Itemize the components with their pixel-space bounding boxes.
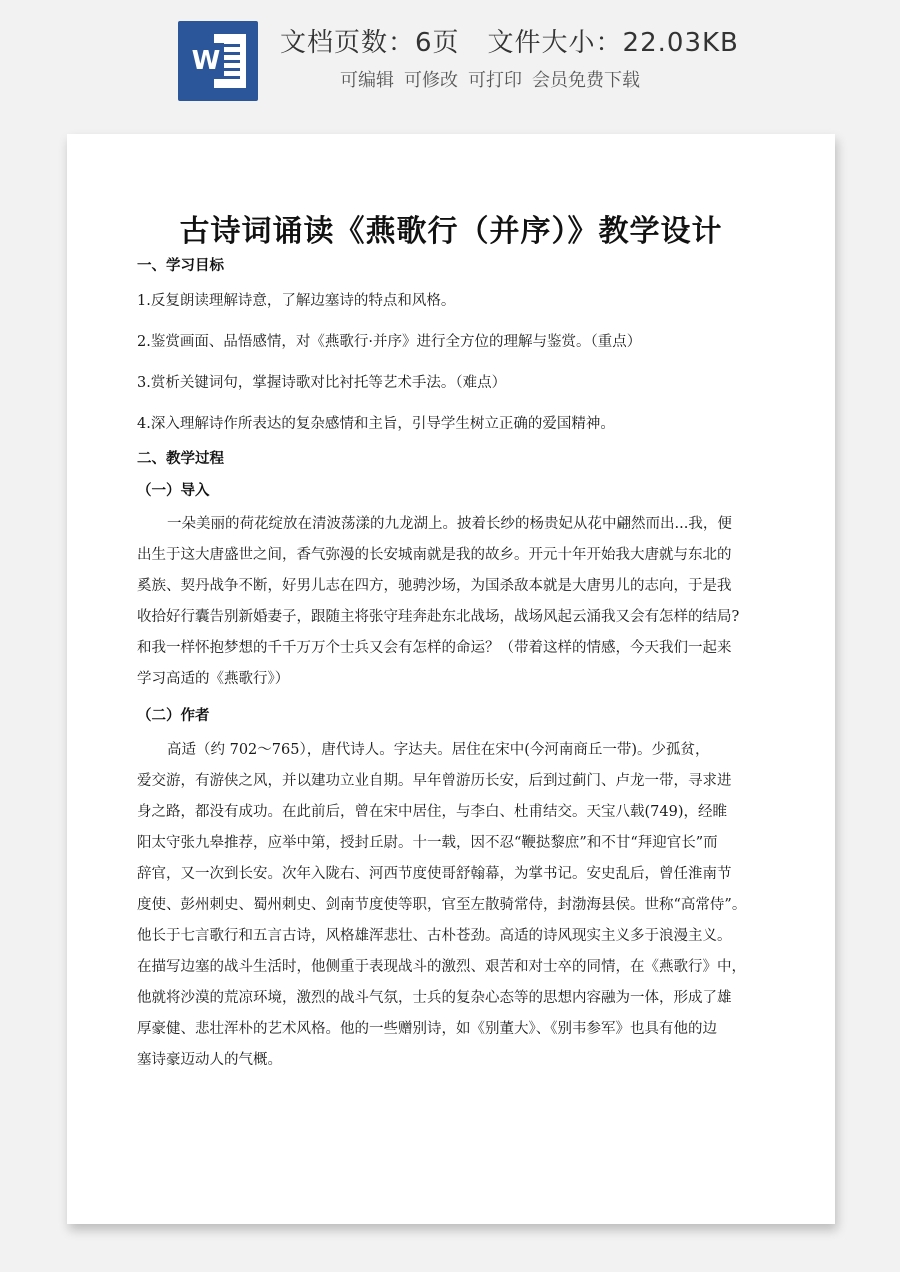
paragraph-line: 他长于七言歌行和五言古诗，风格雄浑悲壮、古朴苍劲。高适的诗风现实主义多于浪漫主义。 [137, 928, 732, 944]
word-icon-letter: W [188, 43, 224, 79]
page-count-label: 文档页数：6页 [280, 28, 460, 58]
download-info-header [0, 0, 900, 120]
feature-member-download: 会员免费下载 [532, 70, 640, 91]
paragraph-line: 阳太守张九皋推荐，应举中第，授封丘尉。十一载，因不忍“鞭挞黎庶”和不甘“拜迎官长”而 [137, 835, 718, 851]
paragraph-line: 一朵美丽的荷花绽放在清波荡漾的九龙湖上。披着长纱的杨贵妃从花中翩然而出...我，便 [167, 516, 732, 532]
paragraph-line: 辞官，又一次到长安。次年入陇右、河西节度使哥舒翰幕，为掌书记。安史乱后，曾任淮南节 [137, 866, 732, 882]
feature-modifiable: 可修改 [404, 70, 458, 91]
paragraph-line: 出生于这大唐盛世之间，香气弥漫的长安城南就是我的故乡。开元十年开始我大唐就与东北的 [137, 547, 732, 563]
word-document-icon [178, 21, 258, 101]
paragraph-line: 身之路，都没有成功。在此前后，曾在宋中居住，与李白、杜甫结交。天宝八载(749)，经睢 [137, 804, 727, 820]
paragraph-line: 度使、彭州刺史、蜀州刺史、剑南节度使等职，官至左散骑常侍，封渤海县侯。世称“高常侍”。 [137, 897, 747, 913]
document-title: 古诗词诵读《燕歌行（并序）》教学设计 [179, 214, 723, 249]
intro-paragraph [137, 512, 777, 698]
objective-item: 4.深入理解诗作所表达的复杂感情和主旨，引导学生树立正确的爱国精神。 [137, 416, 615, 432]
document-page [67, 134, 835, 1224]
objective-item: 3.赏析关键词句，掌握诗歌对比衬托等艺术手法。（难点） [137, 375, 507, 391]
feature-printable: 可打印 [468, 70, 522, 91]
subsection-heading-intro: （一）导入 [137, 483, 210, 499]
section-heading-objectives: 一、学习目标 [137, 258, 224, 274]
file-size-label: 文件大小：22.03KB [487, 28, 739, 58]
paragraph-line: 在描写边塞的战斗生活时，他侧重于表现战斗的激烈、艰苦和对士卒的同情，在《燕歌行》中， [137, 959, 746, 975]
paragraph-line: 和我一样怀抱梦想的千千万万个士兵又会有怎样的命运？（带着这样的情感，今天我们一起来 [137, 640, 732, 656]
section-heading-process: 二、教学过程 [137, 451, 224, 467]
feature-editable: 可编辑 [340, 70, 394, 91]
paragraph-line: 学习高适的《燕歌行》） [137, 671, 290, 687]
paragraph-line: 爱交游，有游侠之风，并以建功立业自期。早年曾游历长安，后到过蓟门、卢龙一带，寻求进 [137, 773, 732, 789]
objective-item: 1.反复朗读理解诗意，了解边塞诗的特点和风格。 [137, 293, 456, 309]
file-meta-line [280, 22, 739, 59]
objective-item: 2.鉴赏画面、品悟感情，对《燕歌行·并序》进行全方位的理解与鉴赏。（重点） [137, 334, 642, 350]
paragraph-line: 高适（约 702～765），唐代诗人。字达夫。居住在宋中(今河南商丘一带)。少孤贫， [167, 742, 710, 758]
paragraph-line: 塞诗豪迈动人的气概。 [137, 1052, 282, 1068]
author-paragraph [137, 738, 777, 1079]
subsection-heading-author: （二）作者 [137, 708, 210, 724]
paragraph-line: 奚族、契丹战争不断，好男儿志在四方，驰骋沙场，为国杀敌本就是大唐男儿的志向，于是我 [137, 578, 732, 594]
paragraph-line: 厚豪健、悲壮浑朴的艺术风格。他的一些赠别诗，如《别董大》、《别韦参军》也具有他的边 [137, 1021, 717, 1037]
feature-list [340, 66, 650, 92]
paragraph-line: 收拾好行囊告别新婚妻子，跟随主将张守珪奔赴东北战场，战场风起云涌我又会有怎样的结局? [137, 609, 740, 625]
paragraph-line: 他就将沙漠的荒凉环境，激烈的战斗气氛，士兵的复杂心态等的思想内容融为一体，形成了雄 [137, 990, 732, 1006]
